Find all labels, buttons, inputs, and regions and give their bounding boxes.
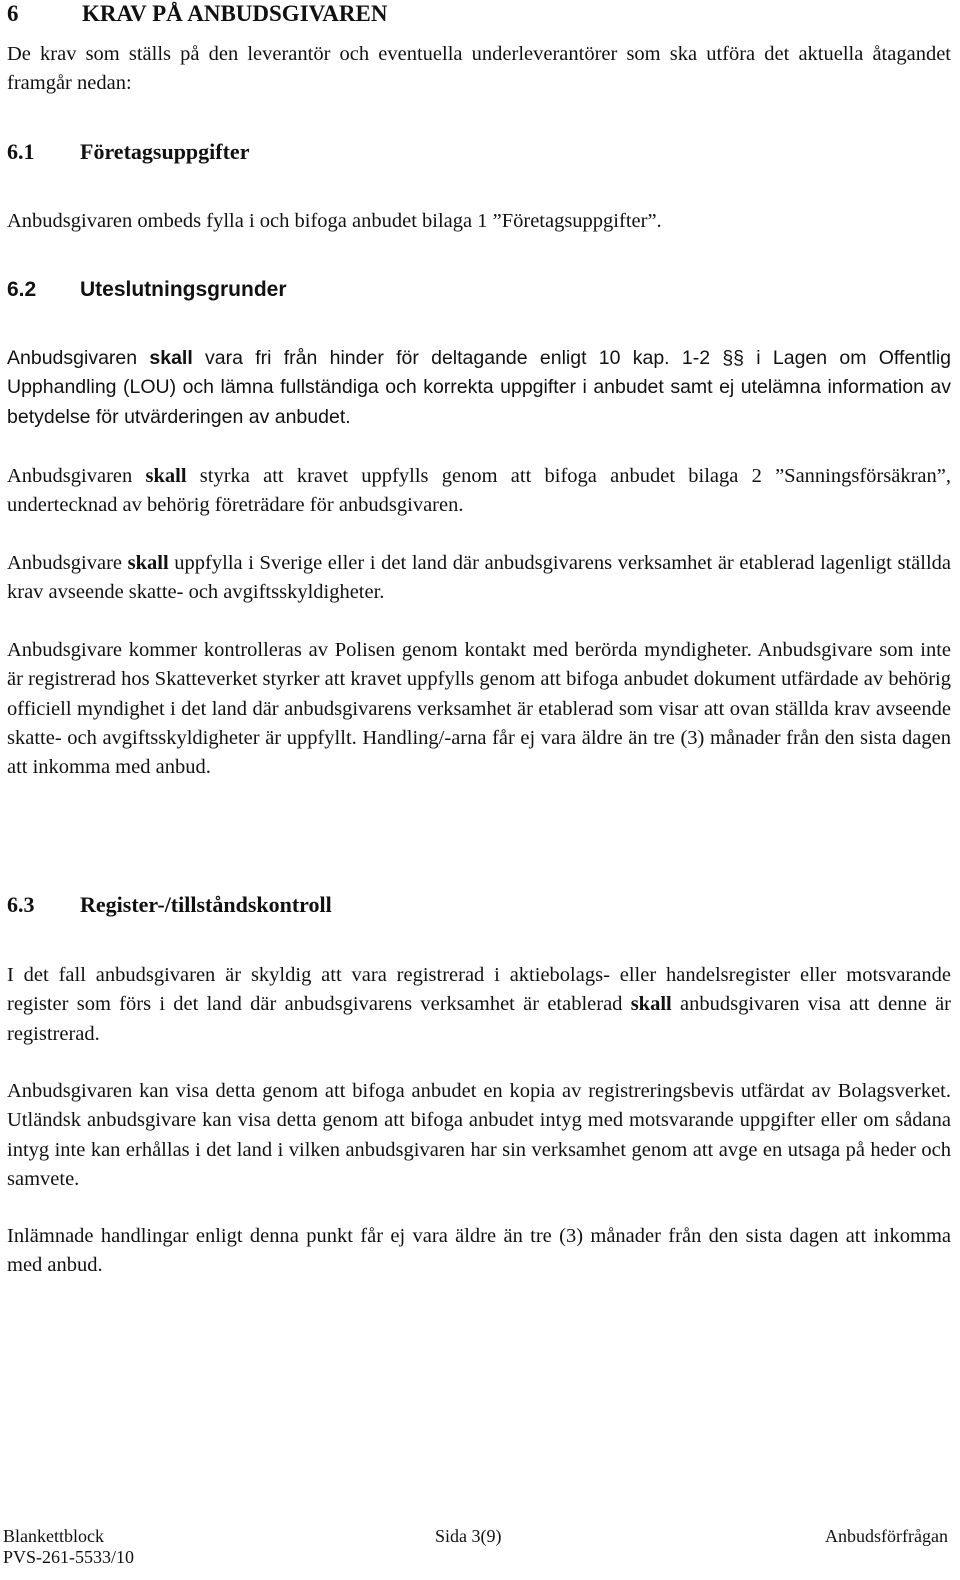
section-6-2-paragraph-4: Anbudsgivare kommer kontrolleras av Polisen genom kontakt med berörda myndigheter. Anbudsgivare som inte är registrerad hos Skatteverket styrker att kravet uppfylls genom att bifoga anbudet dokument utfärdade av behörig officiell myndighet i det land där anbudsgivarens verksamhet är etablerad som visar att ovan ställda krav avseende skatte- och avgiftsskyldigheter är uppfyllt. Handling/-arna får ej vara äldre än tre (3) månader från den sista dagen att inkomma med anbud. bbox=[7, 639, 951, 779]
section-title: Register-/tillståndskontroll bbox=[80, 892, 332, 917]
section-6-2-paragraph-1 bbox=[7, 344, 951, 432]
section-6-3-heading bbox=[7, 891, 332, 919]
document-page bbox=[7, 0, 953, 1580]
footer-reference: PVS-261-5533/10 bbox=[3, 1547, 135, 1567]
section-6-3-paragraph-2: Anbudsgivaren kan visa detta genom att bifoga anbudet en kopia av registreringsbevis utfärdat av Bolagsverket. Utländsk anbudsgivare kan visa detta genom att bifoga anbudet intyg med motsvarande uppgifter eller om sådana intyg inte kan erhållas i det land i vilken anbudsgivaren har sin verksamhet genom att avge en utsaga på heder och samvete. bbox=[7, 1080, 951, 1190]
footer-page-number: Sida 3(9) bbox=[435, 1526, 502, 1546]
section-6-3-paragraph-3: Inlämnade handlingar enligt denna punkt får ej vara äldre än tre (3) månader från den sista dagen att inkomma med anbud. bbox=[7, 1225, 951, 1277]
footer-document-type: Anbudsförfrågan bbox=[825, 1526, 948, 1546]
emphasis-skall: skall bbox=[630, 993, 672, 1016]
text-run: vara fri från hinder för deltagande enligt 10 kap. 1-2 §§ i Lagen om Offentlig Upphandling (LOU) och lämna fullständiga och korrekta uppgifter i anbudet samt ej utelämna information av betydelse för utvärderingen av anbudet. bbox=[7, 347, 952, 428]
emphasis-skall: skall bbox=[149, 347, 193, 369]
text-run: Anbudsgivaren bbox=[7, 465, 146, 487]
footer-left bbox=[3, 1524, 134, 1569]
section-6-1-text: Anbudsgivaren ombeds fylla i och bifoga anbudet bilaga 1 ”Företagsuppgifter”. bbox=[7, 210, 662, 232]
text-run: Anbudsgivaren bbox=[7, 347, 150, 369]
section-6-intro: De krav som ställs på den leverantör och eventuella underleverantörer som ska utföra det aktuella åtagandet framgår nedan: bbox=[7, 43, 951, 95]
emphasis-skall: skall bbox=[127, 552, 169, 574]
text-run: styrka att kravet uppfylls genom att bifoga anbudet bilaga 2 ”Sanningsförsäkran”, undertecknad av behörig företrädare för anbudsgivaren. bbox=[7, 465, 951, 517]
section-6-1-heading bbox=[7, 138, 249, 166]
text-run: Anbudsgivare bbox=[7, 552, 128, 574]
section-number: 6.2 bbox=[7, 278, 37, 301]
section-6-3-paragraph-1 bbox=[7, 961, 951, 1049]
text-run: anbudsgivaren visa att denne är registrerad. bbox=[7, 993, 951, 1045]
section-6-heading bbox=[7, 0, 387, 28]
section-6-2-paragraph-2 bbox=[7, 462, 951, 521]
text-run: uppfylla i Sverige eller i det land där anbudsgivarens verksamhet är etablerad lagenligt ställda krav avseende skatte- och avgiftsskyldigheter. bbox=[7, 552, 951, 604]
section-number: 6 bbox=[7, 1, 19, 26]
section-number: 6.1 bbox=[7, 139, 35, 164]
emphasis-skall: skall bbox=[145, 465, 187, 487]
section-6-2-heading bbox=[7, 276, 287, 304]
section-title: Företagsuppgifter bbox=[80, 139, 250, 164]
section-6-2-paragraph-3 bbox=[7, 549, 951, 608]
text-run: I det fall anbudsgivaren är skyldig att vara registrerad i aktiebolags- eller handelsregister eller motsvarande register som förs i det land där anbudsgivarens verksamhet är etablerad bbox=[7, 964, 951, 1016]
section-number: 6.3 bbox=[7, 892, 35, 917]
footer-form-block: Blankettblock bbox=[3, 1526, 104, 1546]
section-title: Uteslutningsgrunder bbox=[80, 278, 287, 301]
section-title: KRAV PÅ ANBUDSGIVAREN bbox=[82, 1, 388, 26]
